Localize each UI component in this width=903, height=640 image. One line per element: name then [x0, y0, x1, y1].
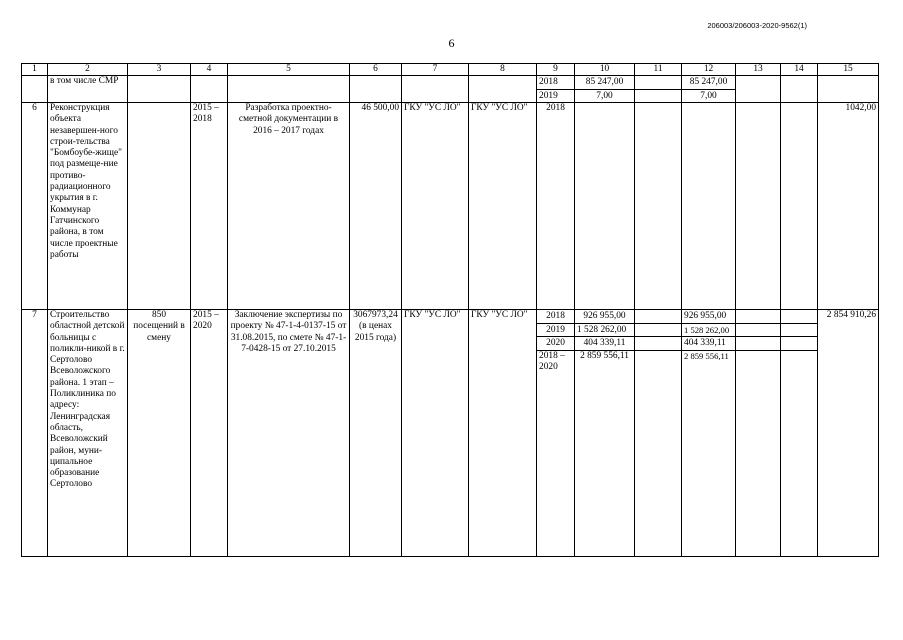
project-document: Разработка проектно-сметной документации в 2016 – 2017 годах — [228, 103, 350, 310]
table-row — [22, 103, 879, 310]
column-header: 2 — [48, 64, 128, 76]
amount-cell: 404 339,11 — [682, 337, 735, 351]
column-header: 14 — [781, 64, 818, 76]
column-header: 4 — [191, 64, 228, 76]
year-cell: 2018 – 2020 — [539, 350, 565, 372]
total-cell: 2 854 910,26 — [818, 310, 879, 557]
column-header: 5 — [228, 64, 350, 76]
construction-period: 2015 – 2020 — [191, 310, 228, 557]
column-header: 9 — [537, 64, 575, 76]
builder: ГКУ "УС ЛО" — [469, 310, 537, 557]
year-cell: 2019 — [537, 324, 574, 338]
customer: ГКУ "УС ЛО" — [402, 310, 469, 557]
budget-table — [21, 63, 879, 557]
column-header: 8 — [469, 64, 537, 76]
customer: ГКУ "УС ЛО" — [402, 103, 469, 310]
year-cell: 2019 — [539, 90, 558, 101]
year-cell: 2020 — [537, 337, 574, 351]
column-header: 1 — [22, 64, 48, 76]
row-number: 7 — [22, 310, 48, 557]
capacity: 850 посещений в смену — [128, 310, 191, 557]
amount-cell: 85 247,00 — [682, 76, 735, 90]
table-row — [22, 76, 879, 103]
column-header: 15 — [818, 64, 879, 76]
amount-cell: 85 247,00 — [575, 76, 634, 90]
year-cell: 2018 — [537, 310, 574, 324]
object-name: Реконструкция объекта незавершен-ного строи-тельства "Бомбоубе-жище" под размеще-ние противо-радиационного укрытия в г. Коммунар Гатчинского района, в том числе проектные работы — [48, 103, 128, 310]
column-header: 11 — [635, 64, 682, 76]
column-header: 12 — [682, 64, 736, 76]
column-header: 10 — [575, 64, 635, 76]
year-cell: 2018 — [537, 76, 574, 90]
estimated-cost: 3067973,24 (в ценах 2015 года) — [350, 310, 402, 557]
total-cell: 1042,00 — [818, 103, 879, 310]
amount-cell: 926 955,00 — [575, 310, 634, 324]
column-header: 7 — [402, 64, 469, 76]
construction-period: 2015 – 2018 — [191, 103, 228, 310]
table-row — [22, 310, 879, 557]
amount-cell: 926 955,00 — [682, 310, 735, 324]
project-document: Заключение экспертизы по проекту № 47-1-4-0137-15 от 31.08.2015, по смете № 47-1-7-0428-15 от 27.10.2015 — [228, 310, 350, 557]
column-header: 6 — [350, 64, 402, 76]
amount-cell: 404 339,11 — [575, 337, 634, 351]
column-number-row — [22, 64, 879, 76]
amount-cell: 2 859 556,11 — [684, 350, 729, 361]
document-id: 206003/206003-2020-9562(1) — [707, 21, 807, 30]
amount-cell: 1 528 262,00 — [575, 324, 634, 338]
year-cell: 2018 — [537, 103, 575, 310]
amount-cell: 7,00 — [700, 90, 717, 101]
amount-cell: 1 528 262,00 — [682, 324, 735, 338]
builder: ГКУ "УС ЛО" — [469, 103, 537, 310]
estimated-cost: 46 500,00 — [350, 103, 402, 310]
object-name: в том числе СМР — [48, 76, 128, 103]
object-name: Строительство областной детской больницы с поликли-никой в г. Сертолово Всеволожского района. 1 этап – Поликлиника по адресу: Ленинградская область, Всеволожский район, муни-ципальное образование Сертолово — [48, 310, 128, 557]
amount-cell: 7,00 — [596, 90, 613, 101]
row-number: 6 — [22, 103, 48, 310]
column-header: 3 — [128, 64, 191, 76]
amount-cell: 2 859 556,11 — [580, 350, 629, 361]
page-number: 6 — [448, 36, 455, 50]
column-header: 13 — [736, 64, 781, 76]
